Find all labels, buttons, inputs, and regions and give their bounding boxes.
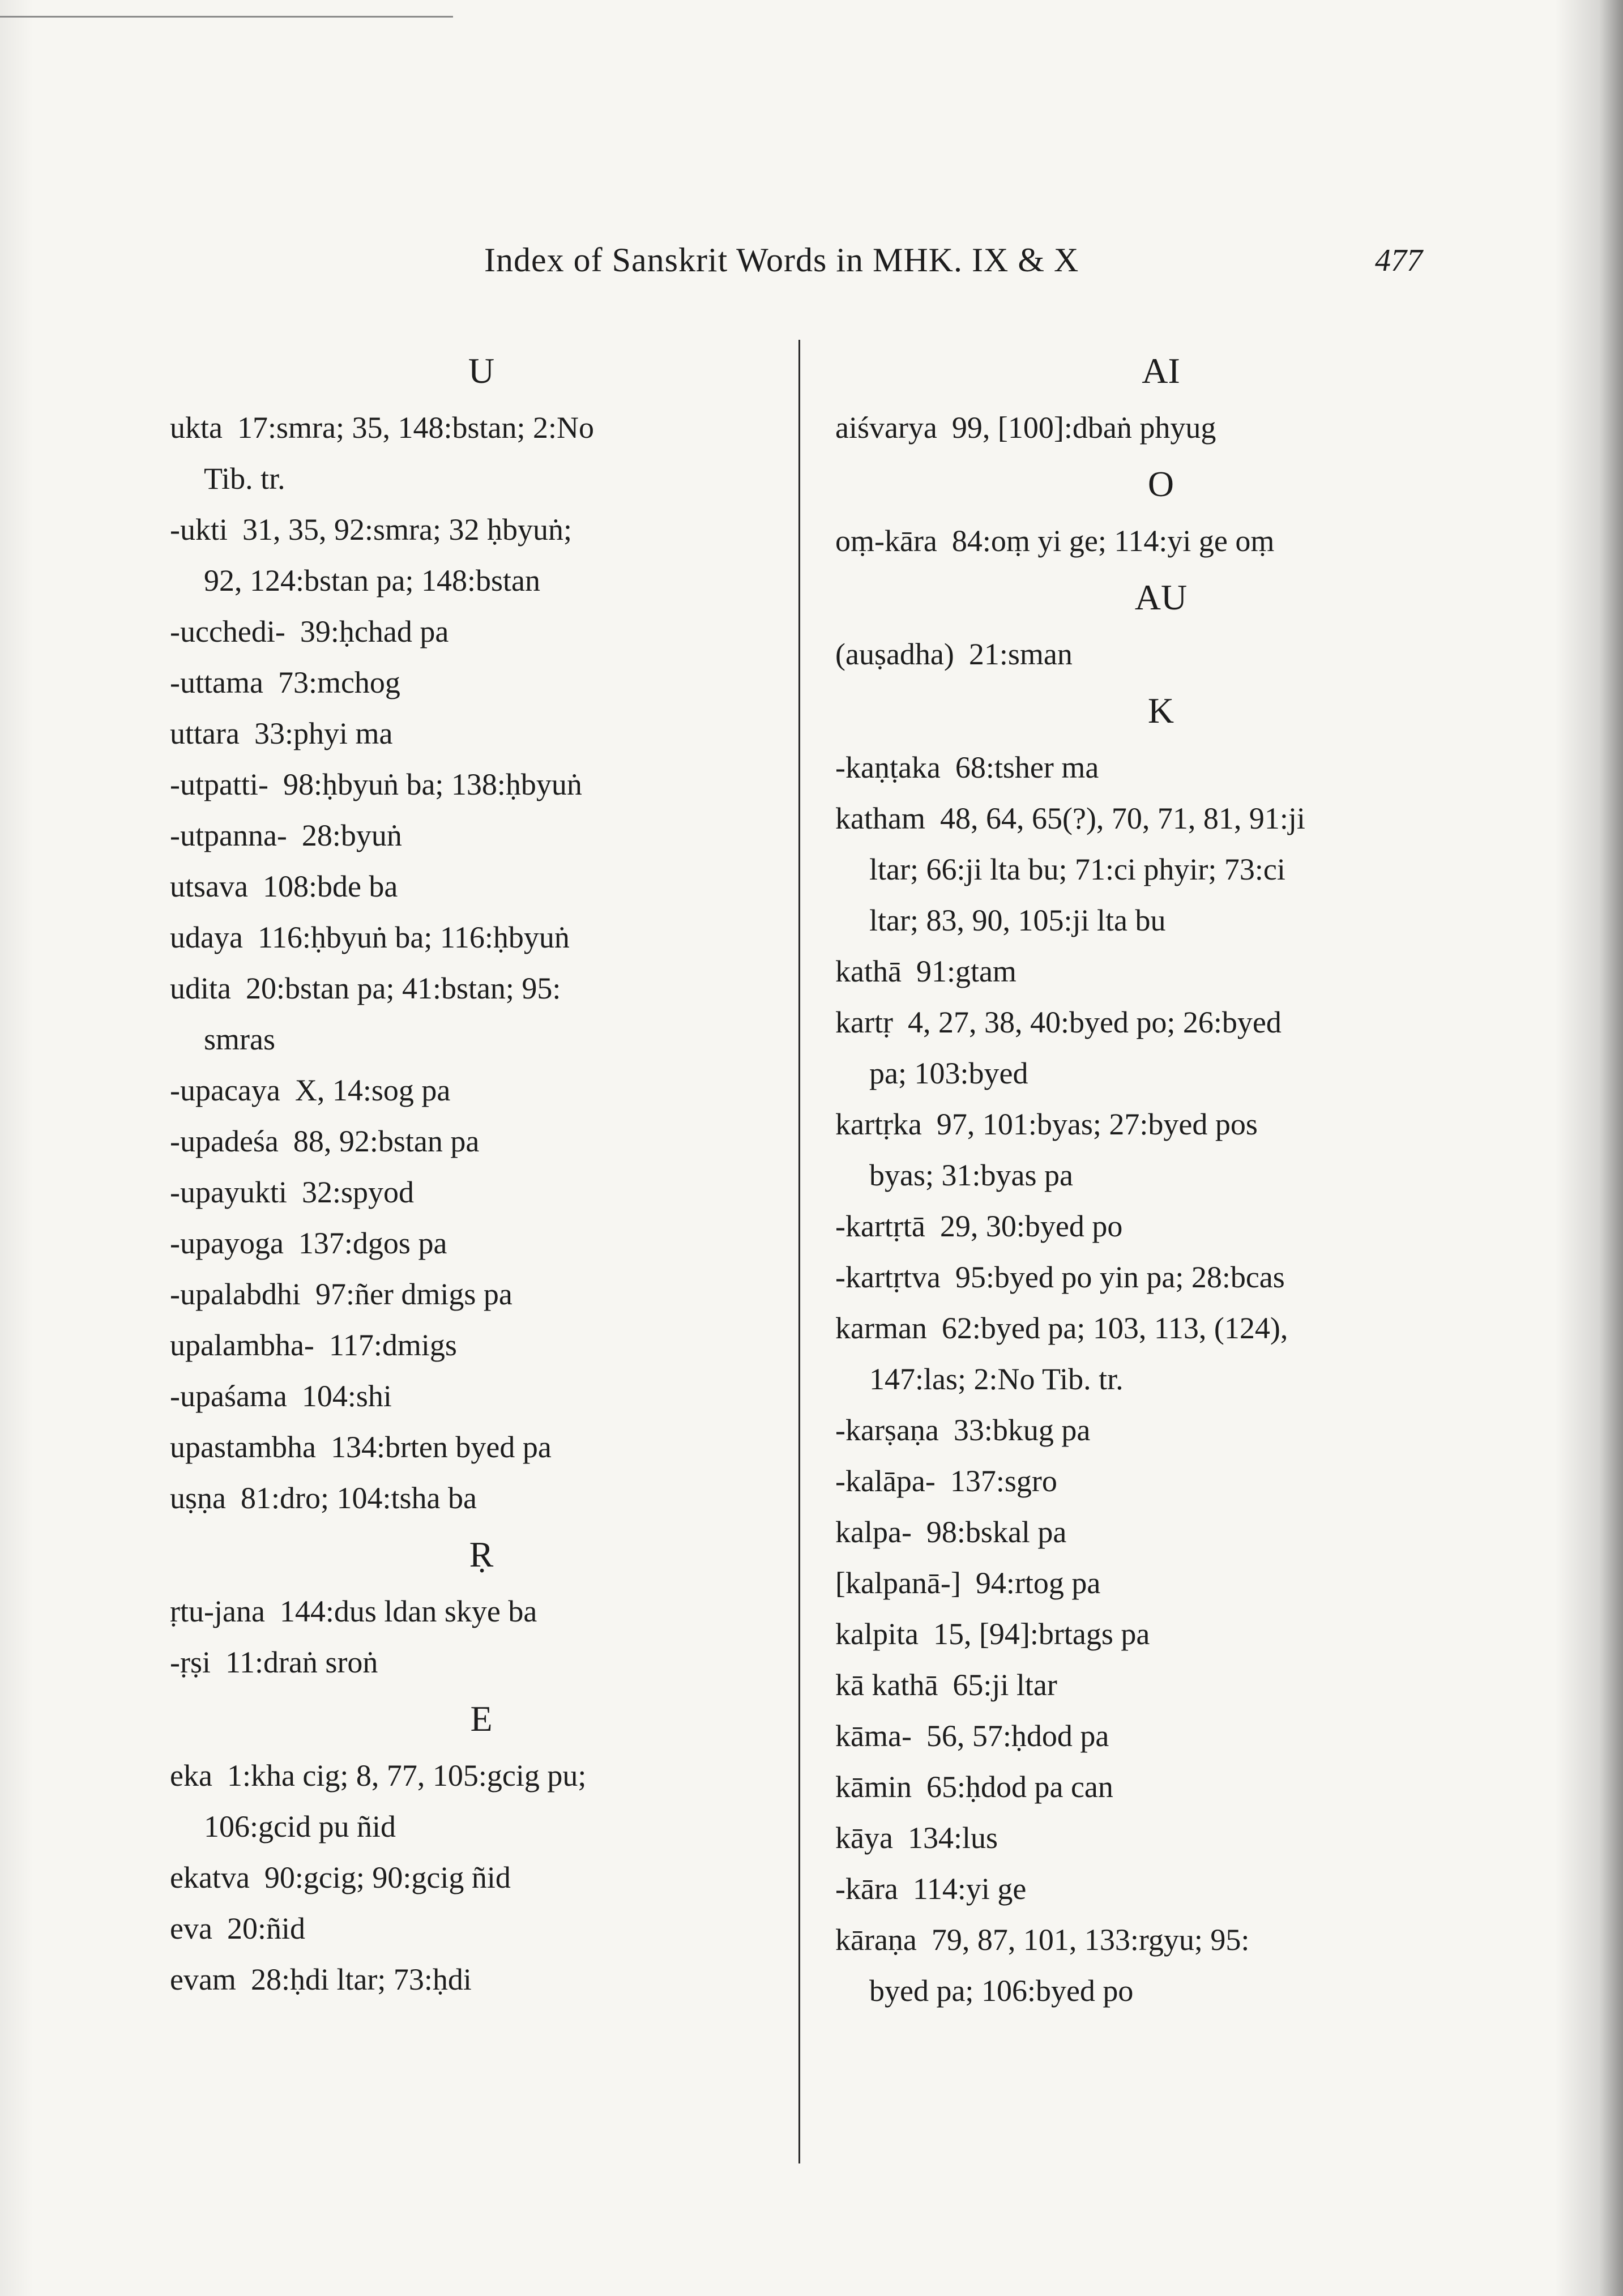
page-number: 477 <box>1375 243 1423 278</box>
entry-refs: 117:dmigs <box>328 1328 457 1362</box>
index-entry <box>170 1954 793 2005</box>
entry-refs: 97:ñer dmigs pa <box>315 1277 512 1311</box>
index-entry <box>835 1557 1487 1608</box>
page-title: Index of Sanskrit Words in MHK. IX & X <box>484 241 1079 279</box>
index-entry <box>170 1269 793 1320</box>
index-entry <box>835 1252 1487 1303</box>
index-entry <box>170 402 793 504</box>
entry-refs: 39:ḥchad pa <box>300 614 449 648</box>
scan-shadow-right <box>1555 0 1623 2296</box>
index-entry <box>170 1750 793 1852</box>
entry-term: -uttama <box>170 665 263 699</box>
entry-term: utsava <box>170 869 248 903</box>
index-entry <box>835 402 1487 453</box>
entry-term: upalambha- <box>170 1328 314 1362</box>
index-entry <box>835 1761 1487 1812</box>
section-letter: O <box>1147 464 1174 504</box>
entry-term: -kāra <box>835 1872 898 1906</box>
section-letter: Ṛ <box>469 1534 494 1574</box>
entry-continuation: byas; 31:byas pa <box>869 1158 1073 1192</box>
index-entry <box>170 1473 793 1523</box>
entry-continuation: 106:gcid pu ñid <box>204 1810 396 1843</box>
index-entry <box>835 629 1487 680</box>
index-entry <box>170 861 793 912</box>
section-letter: K <box>1147 690 1174 731</box>
right-column <box>835 340 1487 2016</box>
entry-term: -kartṛtā <box>835 1209 925 1243</box>
entry-refs: 21:sman <box>968 637 1073 671</box>
index-entry <box>835 1456 1487 1507</box>
index-entry <box>835 1099 1487 1201</box>
entry-term: -utpatti- <box>170 767 268 801</box>
entry-term: ṛtu-jana <box>170 1594 265 1628</box>
index-entry <box>170 708 793 759</box>
index-entry <box>170 1371 793 1422</box>
entry-refs: 28:byuṅ <box>301 818 402 852</box>
entry-continuation: byed pa; 106:byed po <box>869 1974 1134 2008</box>
entry-term: kā kathā <box>835 1668 938 1702</box>
entry-term: -utpanna- <box>170 818 287 852</box>
entry-term: kartṛ <box>835 1005 893 1039</box>
entry-term: aiśvarya <box>835 411 937 445</box>
entry-refs: 137:dgos pa <box>298 1226 447 1260</box>
index-entry <box>170 912 793 963</box>
entry-refs: 48, 64, 65(?), 70, 71, 81, 91:ji <box>939 801 1305 835</box>
entry-refs: 88, 92:bstan pa <box>293 1124 480 1158</box>
entry-refs: 20:bstan pa; 41:bstan; 95: <box>245 971 561 1005</box>
entry-term: eka <box>170 1759 212 1793</box>
entry-term: -kartṛtva <box>835 1260 941 1294</box>
entry-refs: 33:bkug pa <box>953 1413 1091 1447</box>
entry-continuation: smras <box>204 1022 275 1056</box>
entry-refs: X, 14:sog pa <box>294 1073 451 1107</box>
entry-term: kalpa- <box>835 1515 912 1549</box>
entry-continuation: 147:las; 2:No Tib. tr. <box>869 1362 1124 1396</box>
section-letter: U <box>468 351 495 391</box>
index-entry <box>835 1507 1487 1557</box>
index-entry <box>835 793 1487 946</box>
index-entry <box>835 997 1487 1099</box>
scan-top-rule <box>0 16 453 18</box>
entry-refs: 90:gcig; 90:gcig ñid <box>264 1860 511 1894</box>
entry-term: udaya <box>170 920 243 954</box>
entry-term: udita <box>170 971 231 1005</box>
index-entry <box>170 1422 793 1473</box>
entry-term: kathā <box>835 954 902 988</box>
entry-refs: 1:kha cig; 8, 77, 105:gcig pu; <box>227 1759 587 1793</box>
index-entry <box>170 1903 793 1954</box>
index-entry <box>170 759 793 810</box>
index-entry <box>835 1710 1487 1761</box>
index-entry <box>170 1167 793 1218</box>
entry-refs: 98:ḥbyuṅ ba; 138:ḥbyuṅ <box>283 767 582 801</box>
entry-term: -ukti <box>170 513 228 547</box>
entry-refs: 144:dus ldan skye ba <box>279 1594 537 1628</box>
entry-refs: 68:tsher ma <box>955 750 1099 784</box>
entry-term: kāma- <box>835 1719 912 1753</box>
index-entry <box>170 606 793 657</box>
index-entry <box>170 963 793 1065</box>
entry-term: uṣṇa <box>170 1481 226 1515</box>
index-entry <box>835 1914 1487 2016</box>
index-entry <box>835 1608 1487 1659</box>
entry-refs: 95:byed po yin pa; 28:bcas <box>955 1260 1285 1294</box>
section-letter: AU <box>1134 577 1188 617</box>
entry-term: -upalabdhi <box>170 1277 301 1311</box>
entry-refs: 20:ñid <box>227 1911 305 1945</box>
entry-term: uttara <box>170 716 240 750</box>
entry-refs: 114:yi ge <box>912 1872 1027 1906</box>
entry-refs: 31, 35, 92:smra; 32 ḥbyuṅ; <box>242 513 572 547</box>
entry-refs: 84:oṃ yi ge; 114:yi ge oṃ <box>951 524 1275 558</box>
entry-refs: 104:shi <box>301 1379 392 1413</box>
entry-refs: 134:lus <box>907 1821 998 1855</box>
index-entry <box>835 1405 1487 1456</box>
left-column <box>170 340 793 2005</box>
index-entry <box>170 1637 793 1688</box>
section-letter: E <box>470 1698 493 1739</box>
entry-term: kāmin <box>835 1770 912 1804</box>
entry-refs: 79, 87, 101, 133:rgyu; 95: <box>931 1923 1250 1957</box>
entry-term: kartṛka <box>835 1107 922 1141</box>
entry-refs: 17:smra; 35, 148:bstan; 2:No <box>237 411 594 445</box>
entry-term: -kaṇṭaka <box>835 750 941 784</box>
scan-shadow-left <box>0 0 34 2296</box>
entry-refs: 4, 27, 38, 40:byed po; 26:byed <box>907 1005 1282 1039</box>
entry-term: karman <box>835 1311 927 1345</box>
entry-refs: 97, 101:byas; 27:byed pos <box>936 1107 1258 1141</box>
index-entry <box>170 1852 793 1903</box>
index-entry <box>170 1116 793 1167</box>
entry-refs: 32:spyod <box>301 1175 414 1209</box>
entry-refs: 28:ḥdi ltar; 73:ḥdi <box>250 1962 472 1996</box>
entry-term: (auṣadha) <box>835 637 954 671</box>
entry-refs: 65:ḥdod pa can <box>926 1770 1113 1804</box>
entry-term: oṃ-kāra <box>835 524 937 558</box>
entry-refs: 15, [94]:brtags pa <box>933 1617 1150 1651</box>
index-entry <box>835 1201 1487 1252</box>
entry-refs: 29, 30:byed po <box>939 1209 1123 1243</box>
index-entry <box>835 742 1487 793</box>
index-entry <box>170 810 793 861</box>
entry-refs: 99, [100]:dbaṅ phyug <box>951 411 1216 445</box>
entry-continuation: ltar; 66:ji lta bu; 71:ci phyir; 73:ci <box>869 852 1285 886</box>
entry-continuation: Tib. tr. <box>204 462 285 496</box>
entry-term: ukta <box>170 411 223 445</box>
entry-term: -upayukti <box>170 1175 287 1209</box>
entry-term: kāraṇa <box>835 1923 917 1957</box>
index-entry <box>835 1303 1487 1405</box>
index-entry <box>835 1659 1487 1710</box>
entry-refs: 11:draṅ sroṅ <box>225 1645 378 1679</box>
entry-refs: 98:bskal pa <box>926 1515 1067 1549</box>
index-entry <box>170 1320 793 1371</box>
entry-term: -upacaya <box>170 1073 280 1107</box>
entry-term: kalpita <box>835 1617 919 1651</box>
index-entry <box>835 515 1487 566</box>
column-divider <box>798 340 800 2163</box>
entry-continuation: 92, 124:bstan pa; 148:bstan <box>204 564 540 598</box>
index-entry <box>170 504 793 606</box>
entry-refs: 56, 57:ḥdod pa <box>926 1719 1109 1753</box>
index-entry <box>835 1812 1487 1863</box>
entry-continuation: ltar; 83, 90, 105:ji lta bu <box>869 903 1166 937</box>
entry-refs: 137:sgro <box>950 1464 1057 1498</box>
entry-term: -ucchedi- <box>170 614 285 648</box>
entry-refs: 73:mchog <box>277 665 400 699</box>
entry-term: -upadeśa <box>170 1124 279 1158</box>
entry-term: upastambha <box>170 1430 316 1464</box>
entry-term: -kalāpa- <box>835 1464 936 1498</box>
entry-refs: 81:dro; 104:tsha ba <box>240 1481 477 1515</box>
entry-continuation: pa; 103:byed <box>869 1056 1028 1090</box>
index-entry <box>835 1863 1487 1914</box>
index-entry <box>170 1065 793 1116</box>
entry-term: -ṛṣi <box>170 1645 211 1679</box>
entry-term: eva <box>170 1911 212 1945</box>
index-entry <box>835 946 1487 997</box>
entry-refs: 62:byed pa; 103, 113, (124), <box>941 1311 1288 1345</box>
entry-term: [kalpanā-] <box>835 1566 961 1600</box>
entry-refs: 33:phyi ma <box>254 716 393 750</box>
index-entry <box>170 1586 793 1637</box>
entry-term: evam <box>170 1962 236 1996</box>
entry-refs: 65:ji ltar <box>953 1668 1057 1702</box>
entry-term: katham <box>835 801 925 835</box>
entry-term: kāya <box>835 1821 893 1855</box>
entry-refs: 91:gtam <box>916 954 1016 988</box>
entry-term: -upayoga <box>170 1226 284 1260</box>
entry-term: -karṣaṇa <box>835 1413 939 1447</box>
entry-refs: 116:ḥbyuṅ ba; 116:ḥbyuṅ <box>257 920 570 954</box>
entry-refs: 108:bde ba <box>262 869 398 903</box>
entry-refs: 94:rtog pa <box>975 1566 1101 1600</box>
entry-term: ekatva <box>170 1860 250 1894</box>
section-letter: AI <box>1142 351 1180 391</box>
index-entry <box>170 1218 793 1269</box>
entry-refs: 134:brten byed pa <box>330 1430 552 1464</box>
index-entry <box>170 657 793 708</box>
entry-term: -upaśama <box>170 1379 287 1413</box>
